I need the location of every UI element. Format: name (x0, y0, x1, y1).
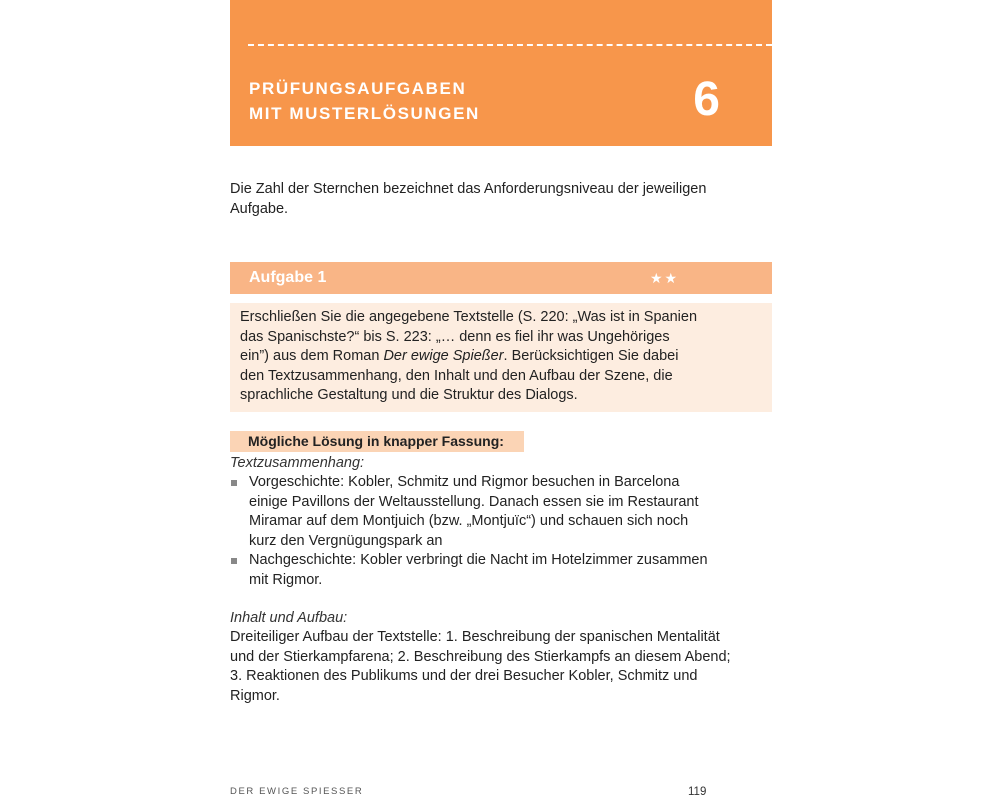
solution-label (230, 431, 524, 452)
content-heading: Inhalt und Aufbau: (230, 610, 348, 626)
chapter-title (249, 76, 480, 126)
square-bullet-icon (231, 480, 237, 486)
intro-paragraph (230, 179, 772, 219)
task-line-2: das Spanischste?“ bis S. 223: „… denn es fiel ihr was Ungehöriges (240, 328, 670, 345)
task-description-box (230, 303, 772, 412)
task-line-3-end: . Berücksichtigen Sie dabei (503, 348, 679, 364)
content-line-3: 3. Reaktionen des Publikums und der drei Besucher Kobler, Schmitz und (230, 668, 698, 684)
page-number: 119 (688, 786, 707, 798)
context-bullet-list (230, 473, 772, 590)
difficulty-stars-icon: ★★ (650, 270, 680, 286)
book-page (230, 0, 772, 800)
intro-line-1: Die Zahl der Sternchen bezeichnet das Anforderungsniveau der jeweiligen (230, 181, 707, 197)
dashed-divider (248, 44, 772, 46)
running-footer-title: DER EWIGE SPIESSER (230, 786, 364, 797)
solution-label-text: Mögliche Lösung in knapper Fassung: (248, 433, 504, 449)
chapter-title-line-1: PRÜFUNGSAUFGABEN (249, 79, 467, 98)
content-paragraph (230, 628, 772, 706)
content-line-1: Dreiteiliger Aufbau der Textstelle: 1. Beschreibung der spanischen Mentalität (230, 629, 720, 645)
bullet-1-line-2: einige Pavillons der Weltausstellung. Danach essen sie im Restaurant (249, 493, 699, 510)
task-title: Aufgabe 1 (249, 269, 327, 286)
chapter-header-band (230, 0, 772, 146)
task-line-3 (240, 347, 720, 367)
bullet-1-line-3: Miramar auf dem Montjuich (bzw. „Montjuïc“) und schauen sich noch (249, 513, 689, 529)
chapter-number: 6 (693, 73, 720, 126)
bullet-2-line-1: Nachgeschichte: Kobler verbringt die Nacht im Hotelzimmer zusammen (249, 552, 708, 568)
context-heading: Textzusammenhang: (230, 455, 365, 471)
task-line-3-start: ein”) aus dem Roman (240, 348, 384, 364)
bullet-1-line-4: kurz den Vergnügungspark an (249, 532, 443, 549)
task-description (240, 308, 720, 406)
list-item (230, 473, 772, 551)
content-line-2: und der Stierkampfarena; 2. Beschreibung des Stierkampfs an diesem Abend; (230, 648, 731, 665)
task-line-1: Erschließen Sie die angegebene Textstelle (S. 220: „Was ist in Spanien (240, 309, 698, 325)
chapter-title-line-2: MIT MUSTERLÖSUNGEN (249, 104, 480, 123)
content-line-4: Rigmor. (230, 687, 280, 704)
task-header (230, 262, 772, 294)
bullet-1-line-1: Vorgeschichte: Kobler, Schmitz und Rigmor besuchen in Barcelona (249, 474, 680, 490)
square-bullet-icon (231, 558, 237, 564)
task-line-4: den Textzusammenhang, den Inhalt und den Aufbau der Szene, die (240, 367, 673, 384)
intro-line-2: Aufgabe. (230, 201, 289, 217)
bullet-2-line-2: mit Rigmor. (249, 571, 323, 588)
task-line-5: sprachliche Gestaltung und die Struktur des Dialogs. (240, 387, 578, 403)
novel-title: Der ewige Spießer (383, 348, 504, 364)
list-item (230, 551, 772, 590)
